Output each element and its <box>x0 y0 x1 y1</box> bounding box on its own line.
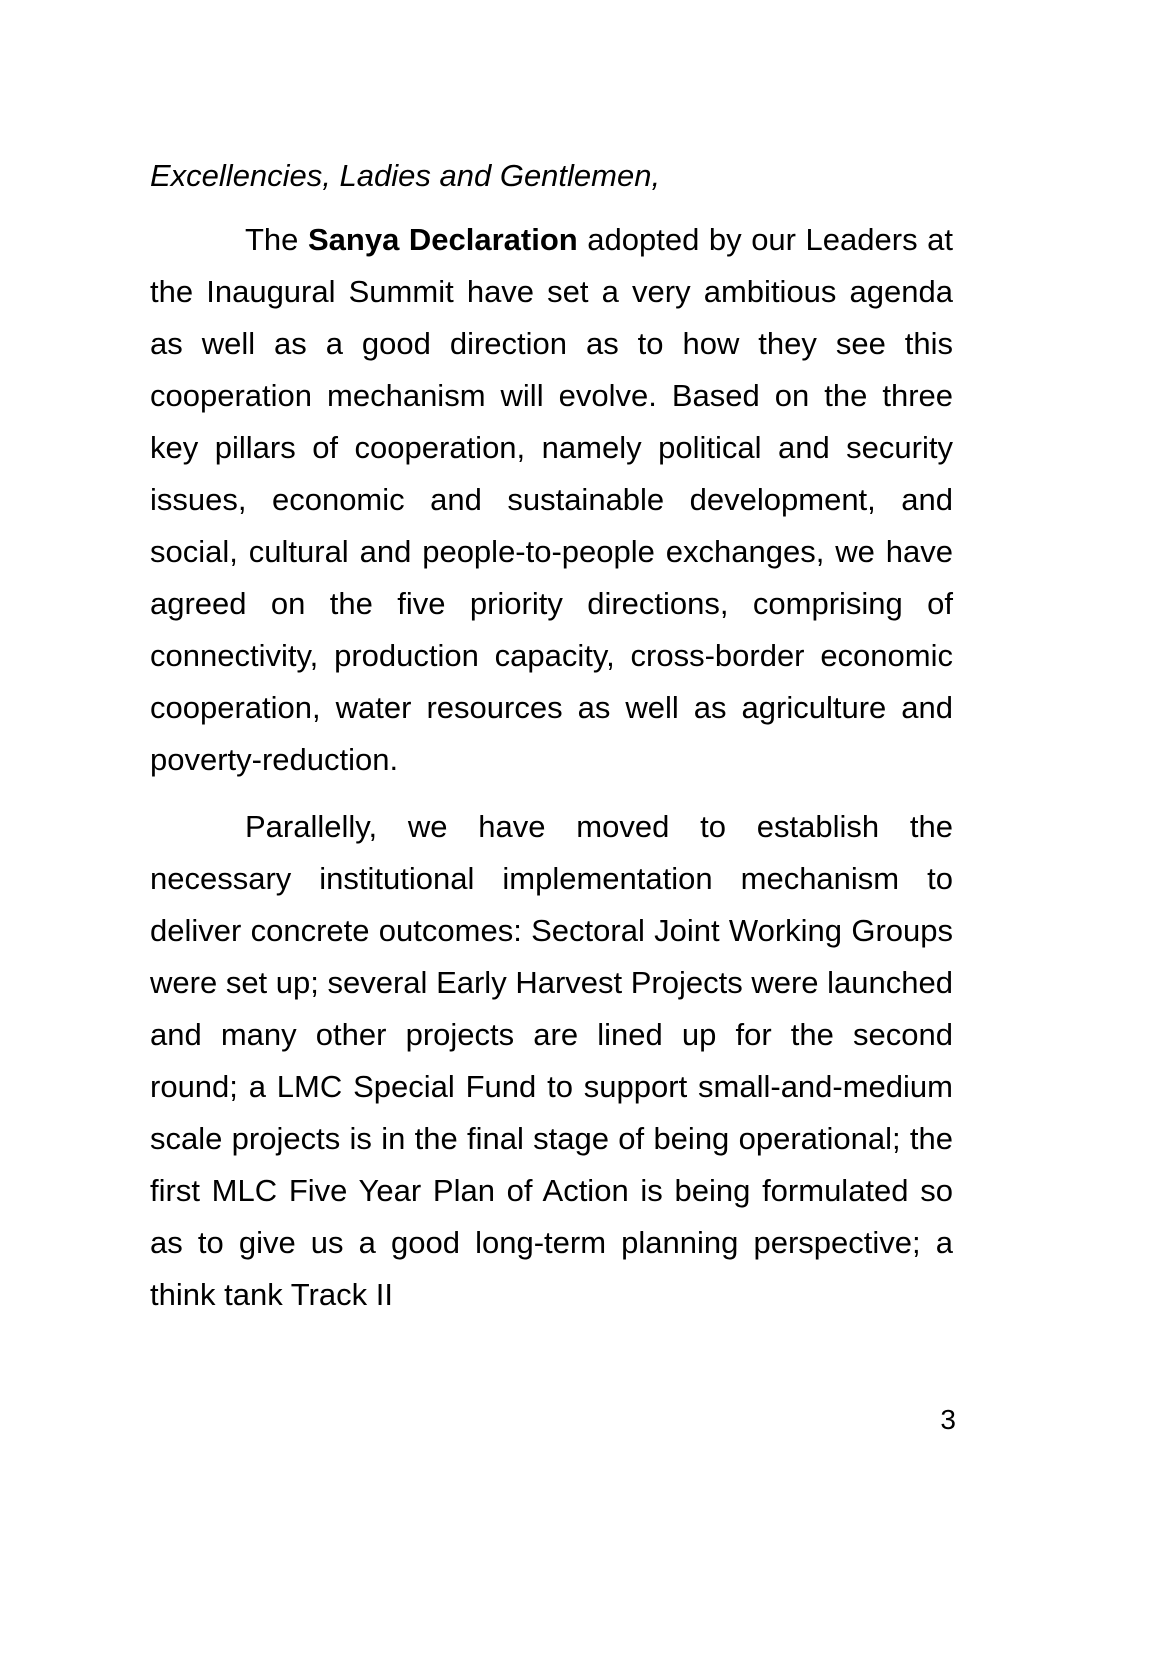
document-page <box>150 150 953 1321</box>
paragraph-lead-text: The <box>245 222 308 257</box>
paragraph-sanya-declaration <box>150 214 953 786</box>
page-number: 3 <box>940 1404 956 1435</box>
paragraph-institutional-mechanism: Parallelly, we have moved to establish the necessary institutional implementation mechanism to deliver concrete outcomes: Sectoral Joint Working Groups were set up; several Early Harvest Projects were launched and many other projects are lined up for the second round; a LMC Special Fund to support small-and-medium scale projects is in the final stage of being operational; the first MLC Five Year Plan of Action is being formulated so as to give us a good long-term planning perspective; a think tank Track II <box>150 809 953 1312</box>
sanya-declaration-emphasis: Sanya Declaration <box>307 222 578 257</box>
salutation: Excellencies, Ladies and Gentlemen, <box>150 158 661 193</box>
paragraph-body-text: adopted by our Leaders at the Inaugural Summit have set a very ambitious agenda as well as a good direction as to how they see this cooperation mechanism will evolve. Based on the three key pillars of cooperation, namely political and security issues, economic and sustainable development, and social, cultural and people-to-people exchanges, we have agreed on the five priority directions, comprising of connectivity, production capacity, cross-border economic cooperation, water resources as well as agriculture and poverty-reduction. <box>150 222 953 777</box>
